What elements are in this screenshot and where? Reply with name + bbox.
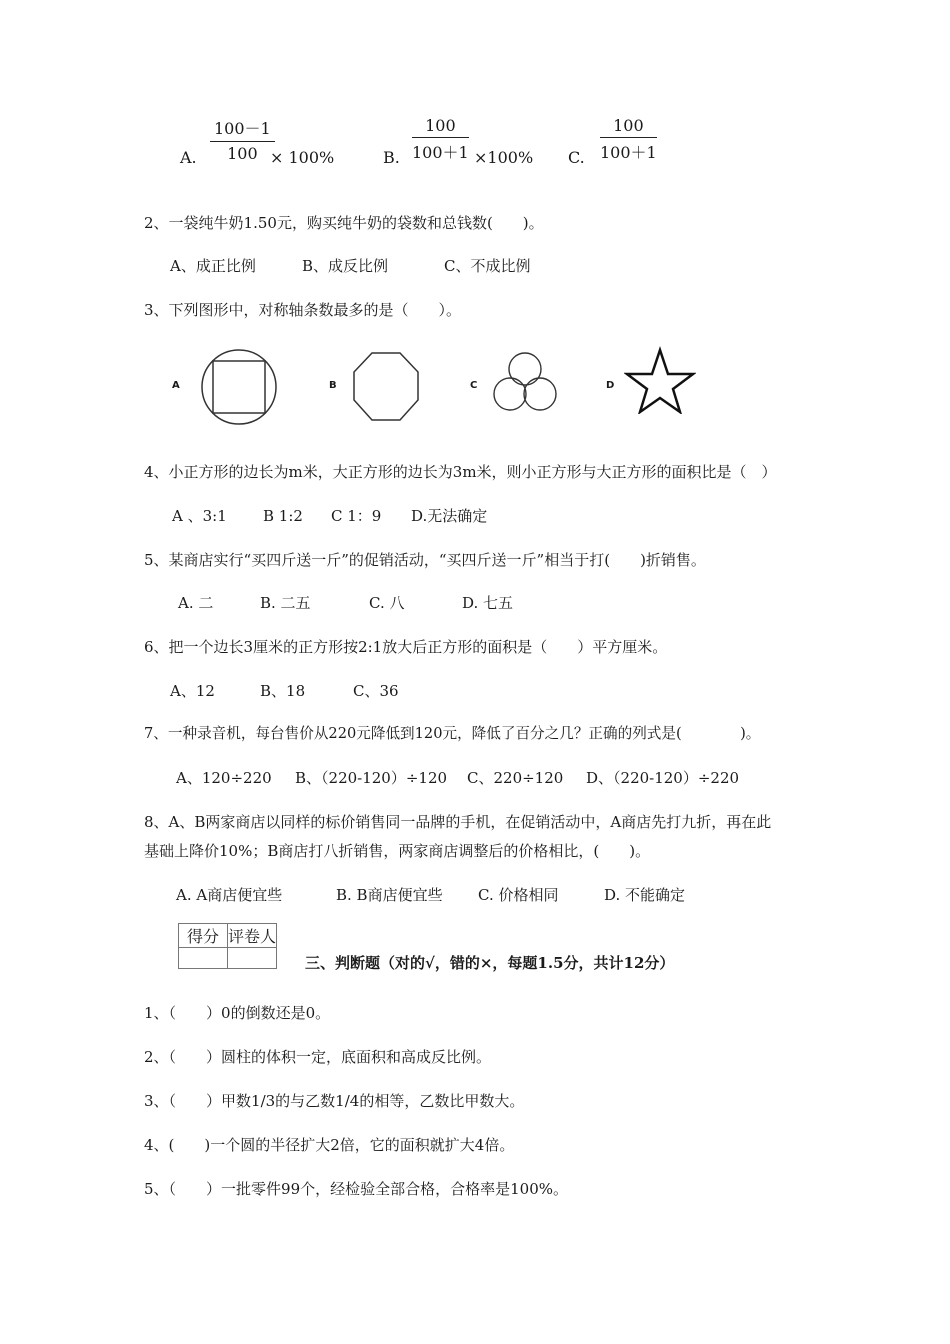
q1-option-a-letter: A. — [180, 148, 197, 167]
grader-header: 评卷人 — [228, 924, 277, 948]
judgement-item-1: 1、（ ）0的倒数还是0。 — [144, 1004, 331, 1022]
q7-option-b: B、（220-120）÷120 — [295, 769, 448, 787]
q1-option-b-fraction — [412, 116, 469, 163]
star-figure — [624, 346, 696, 414]
q6-option-b: B、18 — [260, 682, 306, 700]
q8-option-a: A. A商店便宜些 — [176, 886, 283, 904]
q7-option-a: A、120÷220 — [176, 769, 272, 787]
q1-option-b-tail: ×100% — [474, 148, 534, 167]
score-header: 得分 — [179, 924, 228, 948]
question-6: 6、把一个边长3厘米的正方形按2:1放大后正方形的面积是（ ）平方厘米。 — [144, 638, 668, 656]
q4-option-c: C 1：9 — [331, 507, 382, 525]
q1-option-a-denominator: 100 — [227, 144, 258, 163]
q5-option-a: A. 二 — [178, 594, 214, 612]
judgement-item-5: 5、（ ）一批零件99个，经检验全部合格，合格率是100%。 — [144, 1180, 569, 1198]
judgement-item-4: 4、( )一个圆的半径扩大2倍，它的面积就扩大4倍。 — [144, 1136, 515, 1154]
question-3: 3、下列图形中，对称轴条数最多的是（ ）。 — [144, 301, 462, 319]
judgement-item-3: 3、（ ）甲数1/3的与乙数1/4的相等，乙数比甲数大。 — [144, 1092, 525, 1110]
q2-option-b: B、成反比例 — [302, 257, 389, 275]
section-3-title: 三、判断题（对的√，错的×，每题1.5分，共计12分） — [305, 954, 675, 972]
q3-figure-label-d: D — [606, 380, 615, 391]
q1-option-a-tail: × 100% — [270, 148, 335, 167]
three-circles-figure — [488, 350, 568, 414]
q7-option-c: C、220÷120 — [467, 769, 564, 787]
q3-figure-label-c: C — [470, 380, 478, 391]
q1-option-c-letter: C. — [568, 148, 585, 167]
judgement-item-2: 2、（ ）圆柱的体积一定，底面积和高成反比例。 — [144, 1048, 492, 1066]
question-8-line-1: 8、A、B两家商店以同样的标价销售同一品牌的手机，在促销活动中，A商店先打九折，再在此 — [144, 813, 772, 831]
q3-figure-label-a: A — [172, 380, 180, 391]
q8-option-c: C. 价格相同 — [478, 886, 559, 904]
q2-option-a: A、成正比例 — [170, 257, 256, 275]
q2-option-c: C、不成比例 — [444, 257, 531, 275]
q8-option-b: B. B商店便宜些 — [336, 886, 443, 904]
q4-option-d: D.无法确定 — [411, 507, 488, 525]
q8-option-d: D. 不能确定 — [604, 886, 686, 904]
grader-cell — [228, 948, 277, 969]
question-8-line-2: 基础上降价10%；B商店打八折销售，两家商店调整后的价格相比，( )。 — [144, 842, 651, 860]
q4-option-b: B 1:2 — [263, 507, 303, 525]
q1-option-b-numerator: 100 — [412, 116, 469, 138]
q5-option-b: B. 二五 — [260, 594, 311, 612]
q5-option-c: C. 八 — [369, 594, 405, 612]
q6-option-a: A、12 — [170, 682, 215, 700]
q1-option-b-letter: B. — [383, 148, 400, 167]
q1-option-a-numerator: 100－1 — [210, 116, 275, 142]
q1-option-b-denominator: 100＋1 — [412, 143, 469, 162]
score-table — [178, 923, 277, 969]
score-cell — [179, 948, 228, 969]
q7-option-d: D、（220-120）÷220 — [586, 769, 740, 787]
q1-option-c-numerator: 100 — [600, 116, 657, 138]
q3-figure-label-b: B — [329, 380, 337, 391]
octagon-figure — [350, 350, 422, 424]
q4-option-a: A 、3:1 — [172, 507, 227, 525]
question-2: 2、一袋纯牛奶1.50元，购买纯牛奶的袋数和总钱数( )。 — [144, 214, 544, 232]
q1-option-c-denominator: 100＋1 — [600, 143, 657, 162]
q1-option-c-fraction — [600, 116, 657, 163]
question-7: 7、一种录音机，每台售价从220元降低到120元，降低了百分之几？正确的列式是( )。 — [144, 725, 761, 742]
q1-option-a-fraction — [210, 116, 275, 163]
circle-with-square-figure — [195, 347, 285, 427]
q6-option-c: C、36 — [353, 682, 399, 700]
question-5: 5、某商店实行“买四斤送一斤”的促销活动，“买四斤送一斤”相当于打( )折销售。 — [144, 551, 706, 569]
question-4: 4、小正方形的边长为m米，大正方形的边长为3m米，则小正方形与大正方形的面积比是（ ） — [144, 463, 777, 481]
q5-option-d: D. 七五 — [462, 594, 514, 612]
